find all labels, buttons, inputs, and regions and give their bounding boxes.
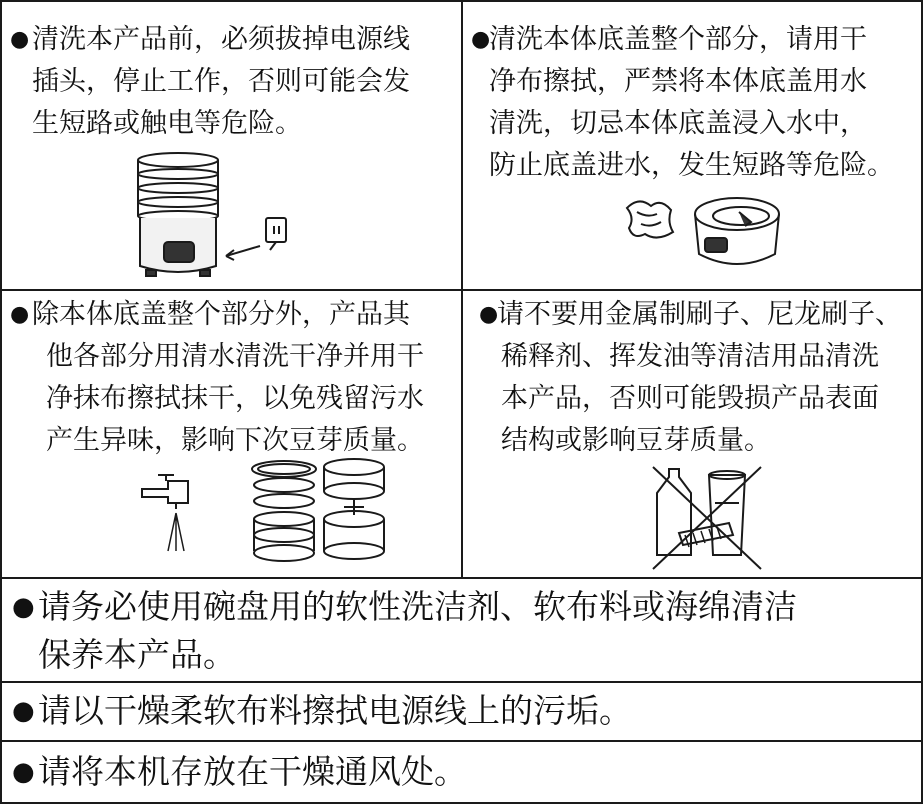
bullet: ● xyxy=(10,302,30,327)
text-line: 稀释剂、挥发油等清洁用品清洗 xyxy=(501,341,879,372)
text-line: 请务必使用碗盘用的软性洗洁剂、软布料或海绵清洁 xyxy=(38,587,797,626)
no-chemicals-illustration xyxy=(649,463,765,573)
text-line: 请将本机存放在干燥通风处。 xyxy=(38,752,467,791)
bullet: ● xyxy=(10,27,30,52)
cell-no-harsh-cleaners xyxy=(463,291,921,577)
row-store-dry xyxy=(2,742,921,802)
text-line: 防止底盖进水，发生短路等危险。 xyxy=(489,150,894,181)
text-line: 清洗本体底盖整个部分，请用干 xyxy=(489,24,867,55)
bullet: ● xyxy=(12,592,35,622)
text-line: 除本体底盖整个部分外，产品其 xyxy=(32,299,410,330)
text-line: 他各部分用清水清洗干净并用干 xyxy=(46,341,424,372)
faucet-trays-illustration xyxy=(138,455,394,573)
text-line: 插头，停止工作，否则可能会发 xyxy=(32,66,410,97)
cloth-wipe-base-illustration xyxy=(621,188,791,280)
text-line: 请以干燥柔软布料擦拭电源线上的污垢。 xyxy=(38,691,632,730)
cell-unplug-before-cleaning xyxy=(2,2,461,289)
text-line: 结构或影响豆芽质量。 xyxy=(501,425,771,456)
sprouter-unplug-illustration xyxy=(130,150,300,286)
row-mild-detergent xyxy=(2,579,921,681)
text-line: 请不要用金属制刷子、尼龙刷子、 xyxy=(497,299,902,330)
bullet: ● xyxy=(12,696,35,726)
text-line: 本产品，否则可能毁损产品表面 xyxy=(501,383,879,414)
text-line: 净抹布擦拭抹干，以免残留污水 xyxy=(46,383,424,414)
bullet: ● xyxy=(479,302,499,327)
text-line: 产生异味，影响下次豆芽质量。 xyxy=(46,425,424,456)
text-line: 净布擦拭，严禁将本体底盖用水 xyxy=(489,66,867,97)
text-line: 生短路或触电等危险。 xyxy=(32,108,302,139)
cell-wipe-base xyxy=(463,2,921,289)
bullet: ● xyxy=(12,757,35,787)
bullet: ● xyxy=(471,27,491,52)
text-line: 保养本产品。 xyxy=(38,635,236,674)
text-line: 清洗本产品前，必须拔掉电源线 xyxy=(32,24,410,55)
row-wipe-power-cord xyxy=(2,683,921,740)
cell-rinse-parts xyxy=(2,291,461,577)
text-line: 清洗，切忌本体底盖浸入水中， xyxy=(489,108,867,139)
